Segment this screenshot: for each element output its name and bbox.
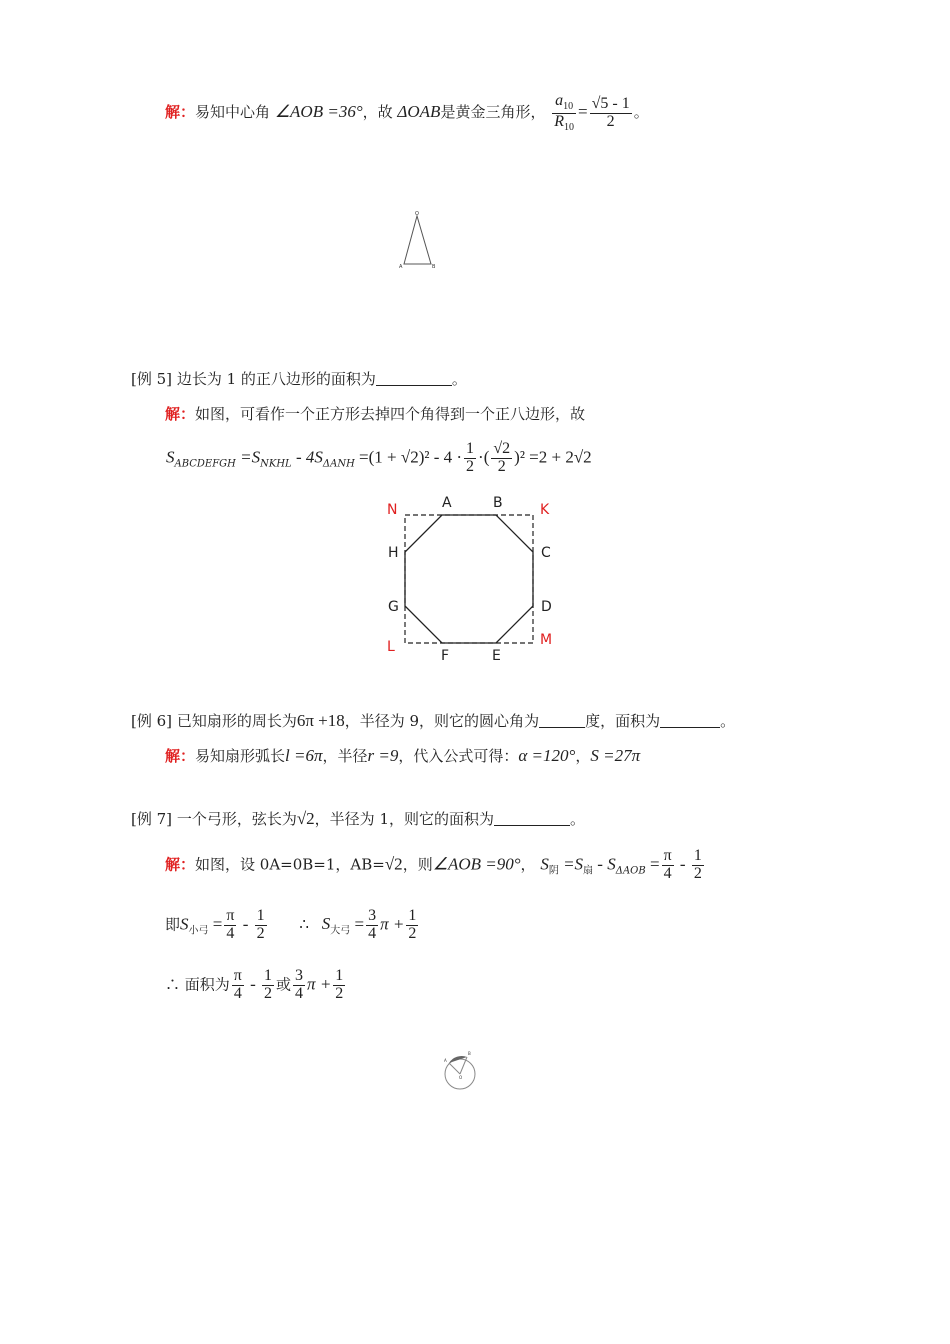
period: 。 [633,103,649,121]
angle-aob: ∠AOB =90° [432,854,521,874]
s-small-sub: 小弓 [188,925,209,937]
period: 。 [720,712,736,730]
golden-num: √5 - 1 [591,94,630,112]
s-big: S [321,914,331,934]
q-text-1: 一个弓形，弦长为 [176,810,297,828]
f-anh: ΔANH [322,458,355,470]
example-7-solution-line2 [165,908,420,943]
ab-value: √2 [384,854,403,874]
label-e: E [492,648,501,664]
label-h: H [388,545,399,561]
equals: = [350,914,365,934]
label-l: L [387,639,395,655]
solution-text: 如图，可看作一个正方形去掉四个角得到一个正八边形，故 [195,405,586,423]
half-d: 2 [466,457,475,475]
s-text-3: ，代入公式可得： [398,747,519,765]
equals: = [208,914,223,934]
equals: = [578,102,588,121]
octagon-figure [378,488,568,668]
s-text-1: 如图，设 0A=0B=1，AB= [195,855,385,874]
example-5-question [131,368,467,389]
q-text-2: ，半径为 1，则它的面积为 [314,810,494,828]
frac-pi-4 [232,968,244,1003]
or: 或 [276,975,292,994]
two-d: 2 [264,984,273,1002]
f-eq-s: =S [235,447,261,467]
solution-label: 解： [165,103,196,121]
segment-figure [440,1045,480,1095]
s-small: S [180,914,189,934]
sub-10-a: 10 [563,101,574,112]
arc-length: l =6π [285,746,323,765]
fig1-label-b: B [432,264,436,270]
comma: ， [520,855,536,874]
minus: - [245,974,261,994]
two-d: 2 [408,924,417,942]
two-d: 2 [693,864,702,882]
r-letter: R [554,112,565,130]
s-text-2: ，则 [402,855,433,874]
solution-label: 解： [165,405,196,423]
four-d: 4 [295,984,304,1002]
text-golden-triangle: 是黄金三角形， [440,103,546,121]
frac-root2-2 [491,441,512,476]
label-b: B [493,495,503,511]
chord-length: √2 [296,809,315,828]
alpha-value: α =120° [518,746,576,765]
s-tri-sub: ΔAOB [615,865,646,877]
f-result: )² =2 + 2√2 [514,447,592,467]
pi-plus: π + [307,974,332,994]
frac-half [464,441,476,476]
label-f: F [441,648,450,664]
label-a: A [442,495,452,511]
comma: ， [575,747,591,765]
triangle-figure [398,208,440,270]
text-gu: ，故 [362,103,393,121]
radius: r =9 [367,746,399,765]
one-n: 1 [335,967,344,984]
label-c: C [541,545,551,561]
angle-aob: ∠AOB =36° [274,102,363,121]
minus: - [238,914,253,934]
pi-n: π [663,847,672,864]
dashed-square [405,515,533,643]
frac-3-4 [293,968,305,1003]
f-4s: - 4S [291,447,323,467]
one-n: 1 [693,847,702,864]
one-n: 1 [256,907,265,924]
fig2-label-a: A [444,1058,447,1063]
s-shan-sub: 扇 [583,865,594,877]
period: 。 [570,810,586,828]
s-yin: S [540,854,549,874]
half-n: 1 [466,440,475,457]
example-6-question [131,710,735,731]
example-tag: [例 6] [131,712,173,730]
question-text: 边长为 1 的正八边形的面积为 [176,370,376,388]
label-d: D [541,599,552,615]
answer-blank [376,370,452,386]
therefore: ∴ [299,915,309,934]
sub-10-r: 10 [564,121,575,133]
s-tri: - S [593,854,616,874]
frac-pi-4 [662,848,674,883]
one-n: 1 [264,967,273,984]
q-text-3: 度，面积为 [585,712,661,730]
solution-label: 解： [165,747,196,765]
r2-d: 2 [497,457,506,475]
golden-ratio [590,96,632,131]
three-n: 3 [295,967,304,984]
s-yin-sub: 阴 [548,865,559,877]
s-shan: =S [558,854,584,874]
solution-text: 易知中心角 [195,103,271,121]
s-text-1: 易知扇形弧长 [195,747,286,765]
fig1-label-o: O [415,211,419,217]
example-tag: [例 5] [131,370,173,388]
pi-n: π [233,967,242,984]
label-m: M [540,632,553,648]
s-text-2: ，半径 [322,747,368,765]
octagon-area-formula [166,441,592,476]
label-g: G [388,599,399,615]
s-big-sub: 大弓 [330,925,351,937]
frac-1-2 [262,968,274,1003]
four-d: 4 [233,984,242,1002]
r2-n: √2 [493,440,511,457]
f-paren: ·( [478,447,490,467]
ji: 即 [165,915,181,934]
answer-blank [494,810,570,826]
minus: - [675,854,690,874]
label-n: N [387,502,398,518]
equals: = [645,854,660,874]
perimeter: 6π +18 [296,711,345,730]
area-is: ∴ 面积为 [165,975,230,994]
area-value: S =27π [590,746,641,765]
four-d: 4 [368,924,377,942]
example-5-solution [165,403,585,424]
frac-pi-4 [224,908,236,943]
two-d: 2 [256,924,265,942]
ratio-a10-r10 [552,93,576,133]
q-text-2: ，半径为 9，则它的圆心角为 [344,712,540,730]
one-n: 1 [408,907,417,924]
frac-1-2 [333,968,345,1003]
frac-1-2 [692,848,704,883]
pi-n: π [226,907,235,924]
q-text-1: 已知扇形的周长为 [176,712,297,730]
four-d: 4 [663,864,672,882]
frac-1-2 [255,908,267,943]
example-tag: [例 7] [131,810,173,828]
example-6-solution [165,745,640,766]
frac-1-2 [406,908,418,943]
label-k: K [540,502,550,518]
frac-3-4 [366,908,378,943]
octagon-outline [405,515,533,643]
four-d: 4 [226,924,235,942]
two-d: 2 [335,984,344,1002]
area-blank [660,712,720,728]
angle-blank [539,712,585,728]
f-s: S [166,447,175,467]
triangle-oab: ΔOAB [397,102,441,121]
solution-label: 解： [165,855,196,874]
golden-den: 2 [606,112,615,130]
example-7-question [131,808,585,829]
fig2-label-b: B [468,1051,471,1056]
f-expr: =(1 + √2)² - 4 · [354,447,463,467]
fig1-label-a: A [399,264,403,270]
period: 。 [451,370,467,388]
solution-ex4-line [165,93,649,133]
pi-plus: π + [380,914,405,934]
a-letter: a [555,92,564,109]
three-n: 3 [368,907,377,924]
f-nkhl: NKHL [260,458,292,470]
example-7-solution-line3 [165,968,347,1003]
fig2-label-o: O [459,1075,463,1080]
f-s-sub: ABCDEFGH [174,458,236,470]
example-7-solution-line1 [165,848,706,883]
